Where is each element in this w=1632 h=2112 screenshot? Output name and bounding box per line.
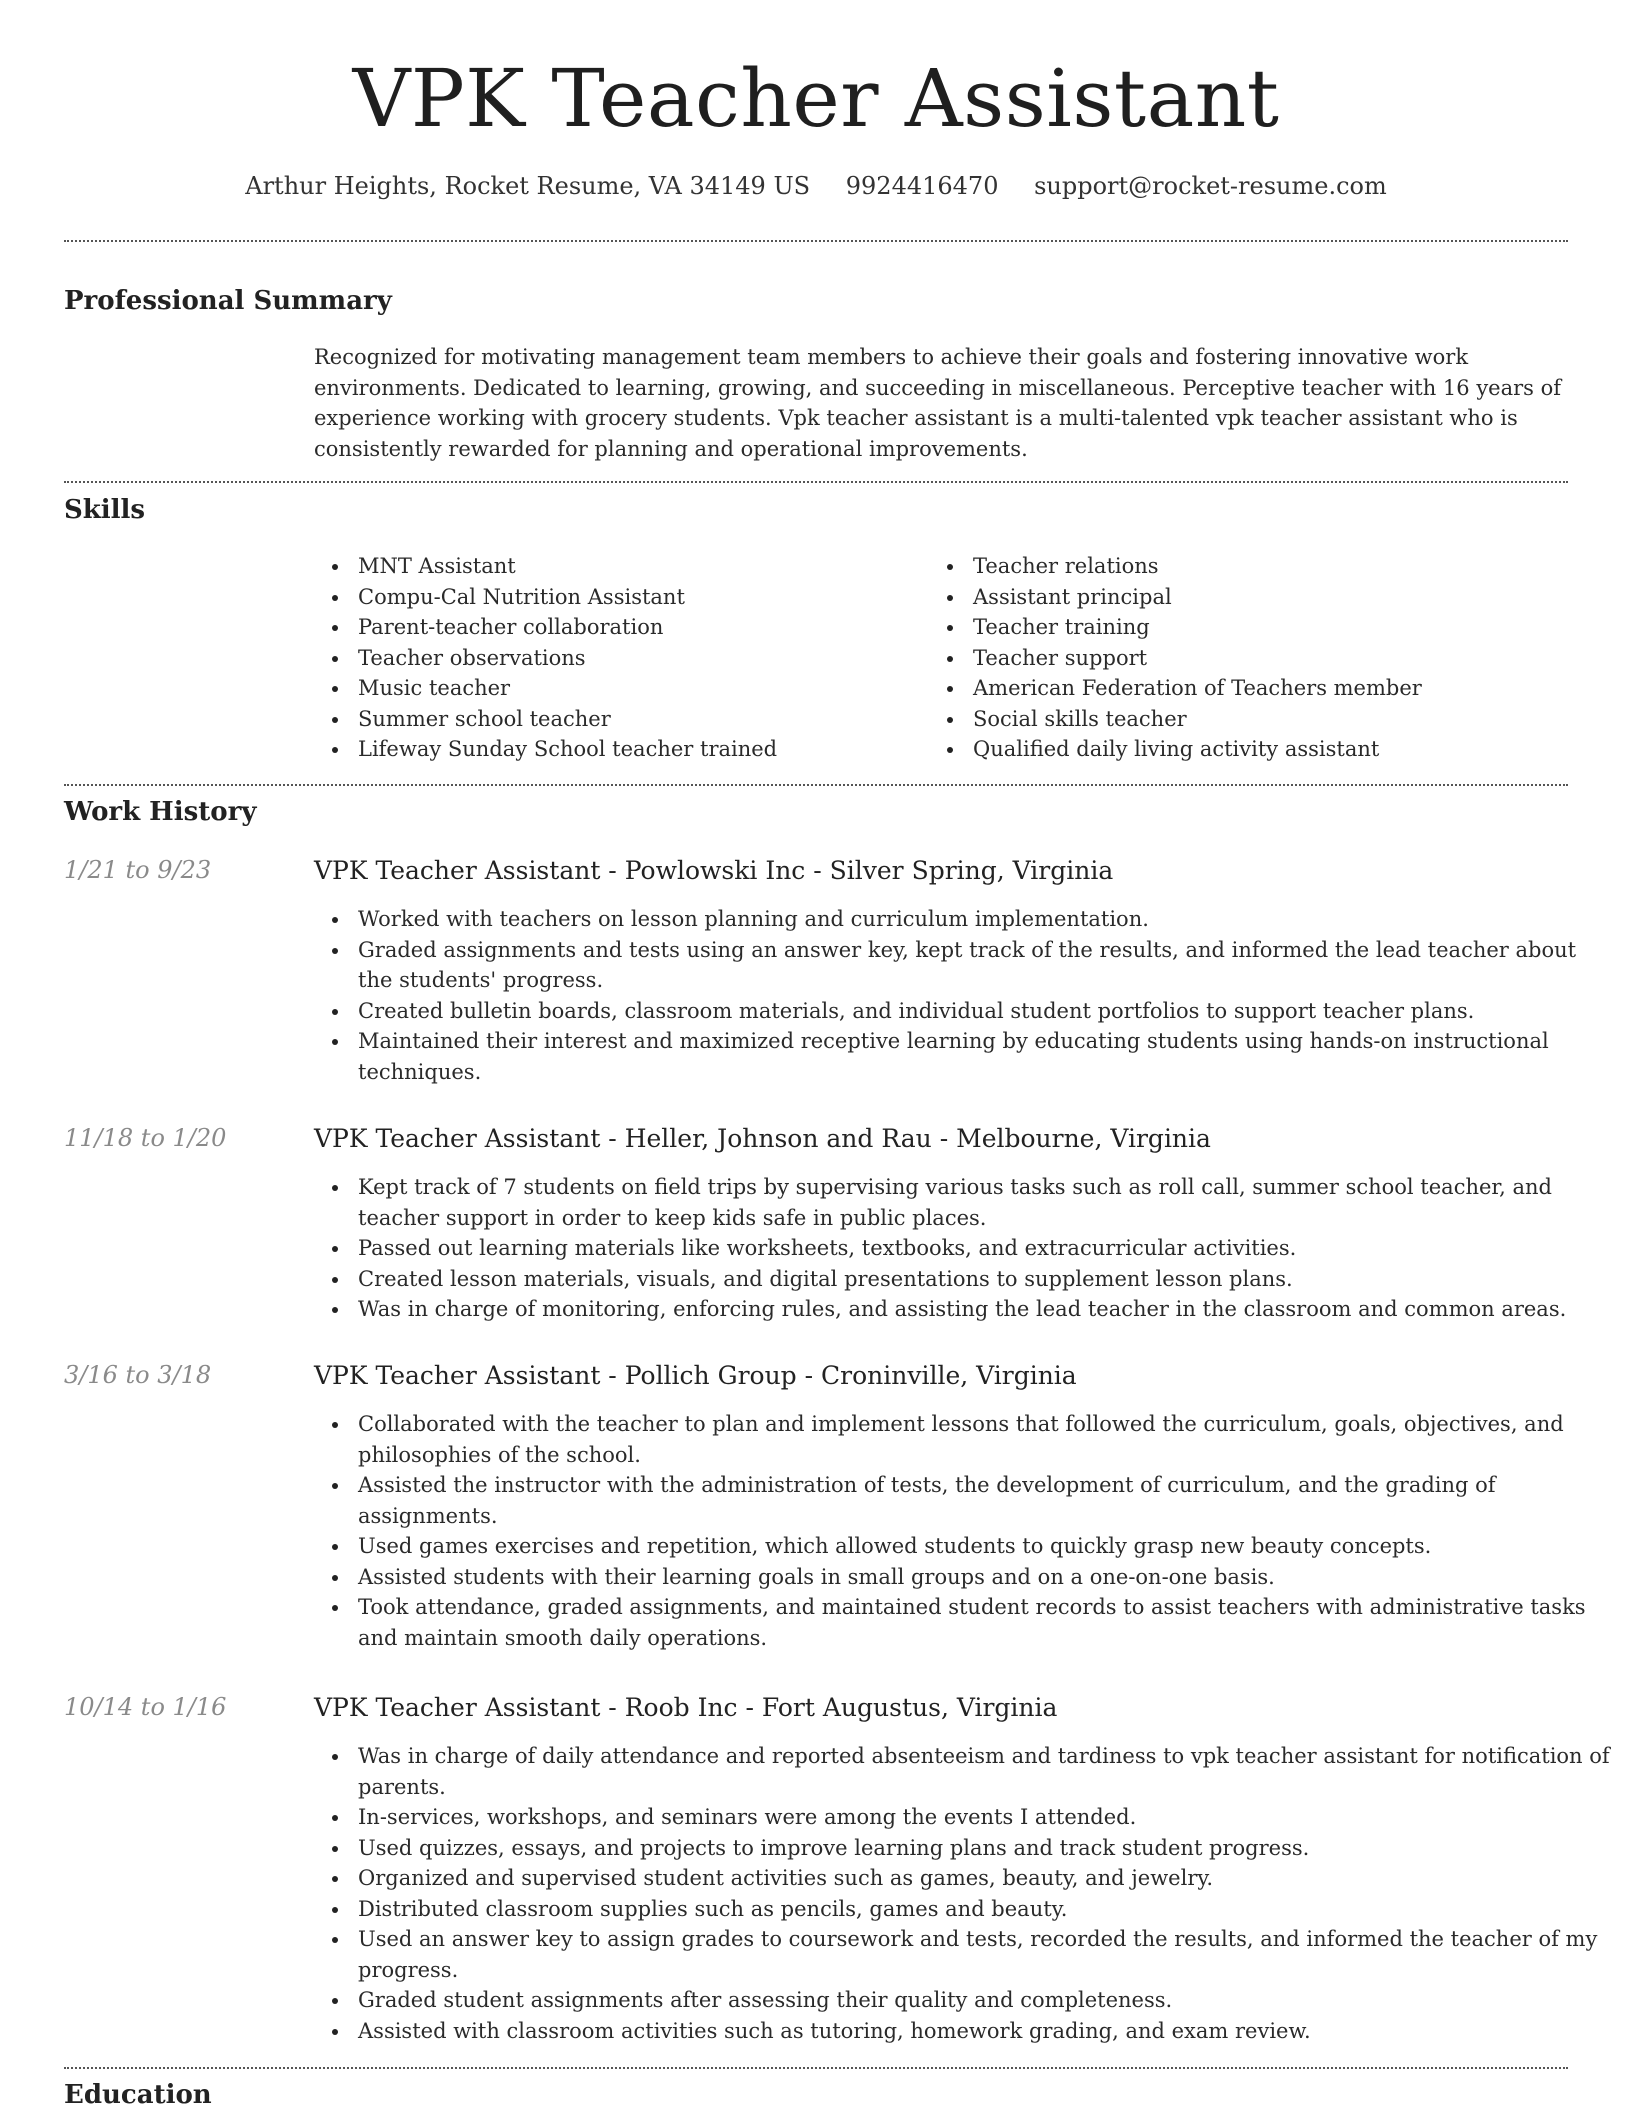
skill-item: Teacher observations: [314, 643, 914, 674]
job-bullet: In-services, workshops, and seminars were among the events I attended.: [314, 1802, 1614, 1833]
job-title: VPK Teacher Assistant - Pollich Group - Croninville, Virginia: [314, 1361, 1077, 1390]
summary-text: Recognized for motivating management team members to achieve their goals and fostering innovative work environments. Dedicated to learning, growing, and succeeding in miscellaneous. Perceptive teacher with 16 years of experience working with grocery students. Vpk teacher assistant is a multi-talented vpk teacher assistant who is consistently rewarded for planning and operational improvements.: [314, 345, 1562, 461]
skill-item: Teacher training: [929, 612, 1529, 643]
job-bullet: Distributed classroom supplies such as pencils, games and beauty.: [314, 1894, 1614, 1925]
section-title-summary: Professional Summary: [64, 286, 392, 316]
job-bullet: Collaborated with the teacher to plan and implement lessons that followed the curriculum, goals, objectives, and philosophies of the school.: [314, 1409, 1614, 1470]
contact-email: support@rocket-resume.com: [1034, 172, 1387, 200]
job-bullets: [314, 1741, 1614, 2046]
job-bullet: Graded assignments and tests using an answer key, kept track of the results, and informed the lead teacher about the students' progress.: [314, 935, 1614, 996]
skill-item: Teacher relations: [929, 551, 1529, 582]
job-bullet: Used quizzes, essays, and projects to improve learning plans and track student progress.: [314, 1833, 1614, 1864]
job-bullet: Was in charge of monitoring, enforcing rules, and assisting the lead teacher in the classroom and common areas.: [314, 1294, 1614, 1325]
skill-item: Summer school teacher: [314, 704, 914, 735]
job-bullet: Maintained their interest and maximized receptive learning by educating students using hands-on instructional techniques.: [314, 1026, 1614, 1087]
skill-item: American Federation of Teachers member: [929, 673, 1529, 704]
job-bullet: Graded student assignments after assessing their quality and completeness.: [314, 1985, 1614, 2016]
skills-list-left: [314, 551, 914, 765]
contact-address: Arthur Heights, Rocket Resume, VA 34149 US: [245, 172, 811, 200]
skill-item: Lifeway Sunday School teacher trained: [314, 734, 914, 765]
job-date: 10/14 to 1/16: [64, 1693, 227, 1721]
skill-item: Qualified daily living activity assistant: [929, 734, 1529, 765]
job-bullets: [314, 1409, 1614, 1653]
skill-item: Assistant principal: [929, 582, 1529, 613]
job-title: VPK Teacher Assistant - Heller, Johnson and Rau - Melbourne, Virginia: [314, 1124, 1211, 1153]
job-bullet: Was in charge of daily attendance and reported absenteeism and tardiness to vpk teacher assistant for notification of parents.: [314, 1741, 1614, 1802]
job-bullet: Assisted the instructor with the administration of tests, the development of curriculum, and the grading of assignments.: [314, 1470, 1614, 1531]
job-bullet: Kept track of 7 students on field trips by supervising various tasks such as roll call, summer school teacher, and teacher support in order to keep kids safe in public places.: [314, 1172, 1614, 1233]
divider: [64, 784, 1568, 786]
job-date: 11/18 to 1/20: [64, 1124, 227, 1152]
job-bullet: Assisted with classroom activities such as tutoring, homework grading, and exam review.: [314, 2016, 1614, 2047]
skill-item: Parent-teacher collaboration: [314, 612, 914, 643]
job-title: VPK Teacher Assistant - Powlowski Inc - Silver Spring, Virginia: [314, 856, 1114, 885]
job-bullet: Took attendance, graded assignments, and maintained student records to assist teachers with administrative tasks and maintain smooth daily operations.: [314, 1592, 1614, 1653]
job-bullets: [314, 1172, 1614, 1325]
section-title-skills: Skills: [64, 495, 146, 525]
skill-item: Music teacher: [314, 673, 914, 704]
contact-line: [64, 172, 1568, 200]
skill-item: Teacher support: [929, 643, 1529, 674]
job-bullet: Used an answer key to assign grades to coursework and tests, recorded the results, and informed the teacher of my progress.: [314, 1924, 1614, 1985]
divider: [64, 2067, 1568, 2069]
job-bullets: [314, 904, 1614, 1087]
skill-item: Compu-Cal Nutrition Assistant: [314, 582, 914, 613]
job-bullet: Organized and supervised student activities such as games, beauty, and jewelry.: [314, 1863, 1614, 1894]
section-title-work-history: Work History: [64, 797, 257, 827]
job-date: 3/16 to 3/18: [64, 1361, 212, 1389]
job-bullet: Worked with teachers on lesson planning and curriculum implementation.: [314, 904, 1614, 935]
job-bullet: Created lesson materials, visuals, and digital presentations to supplement lesson plans.: [314, 1264, 1614, 1295]
contact-phone: 9924416470: [845, 172, 999, 200]
resume-name: VPK Teacher Assistant: [352, 52, 1280, 145]
skill-item: MNT Assistant: [314, 551, 914, 582]
job-title: VPK Teacher Assistant - Roob Inc - Fort Augustus, Virginia: [314, 1693, 1058, 1722]
divider: [64, 240, 1568, 242]
job-date: 1/21 to 9/23: [64, 856, 212, 884]
skill-item: Social skills teacher: [929, 704, 1529, 735]
job-bullet: Passed out learning materials like worksheets, textbooks, and extracurricular activities.: [314, 1233, 1614, 1264]
section-title-education: Education: [64, 2080, 212, 2110]
divider: [64, 481, 1568, 483]
job-bullet: Created bulletin boards, classroom materials, and individual student portfolios to support teacher plans.: [314, 996, 1614, 1027]
job-bullet: Assisted students with their learning goals in small groups and on a one-on-one basis.: [314, 1562, 1614, 1593]
skills-list-right: [929, 551, 1529, 765]
job-bullet: Used games exercises and repetition, which allowed students to quickly grasp new beauty concepts.: [314, 1531, 1614, 1562]
